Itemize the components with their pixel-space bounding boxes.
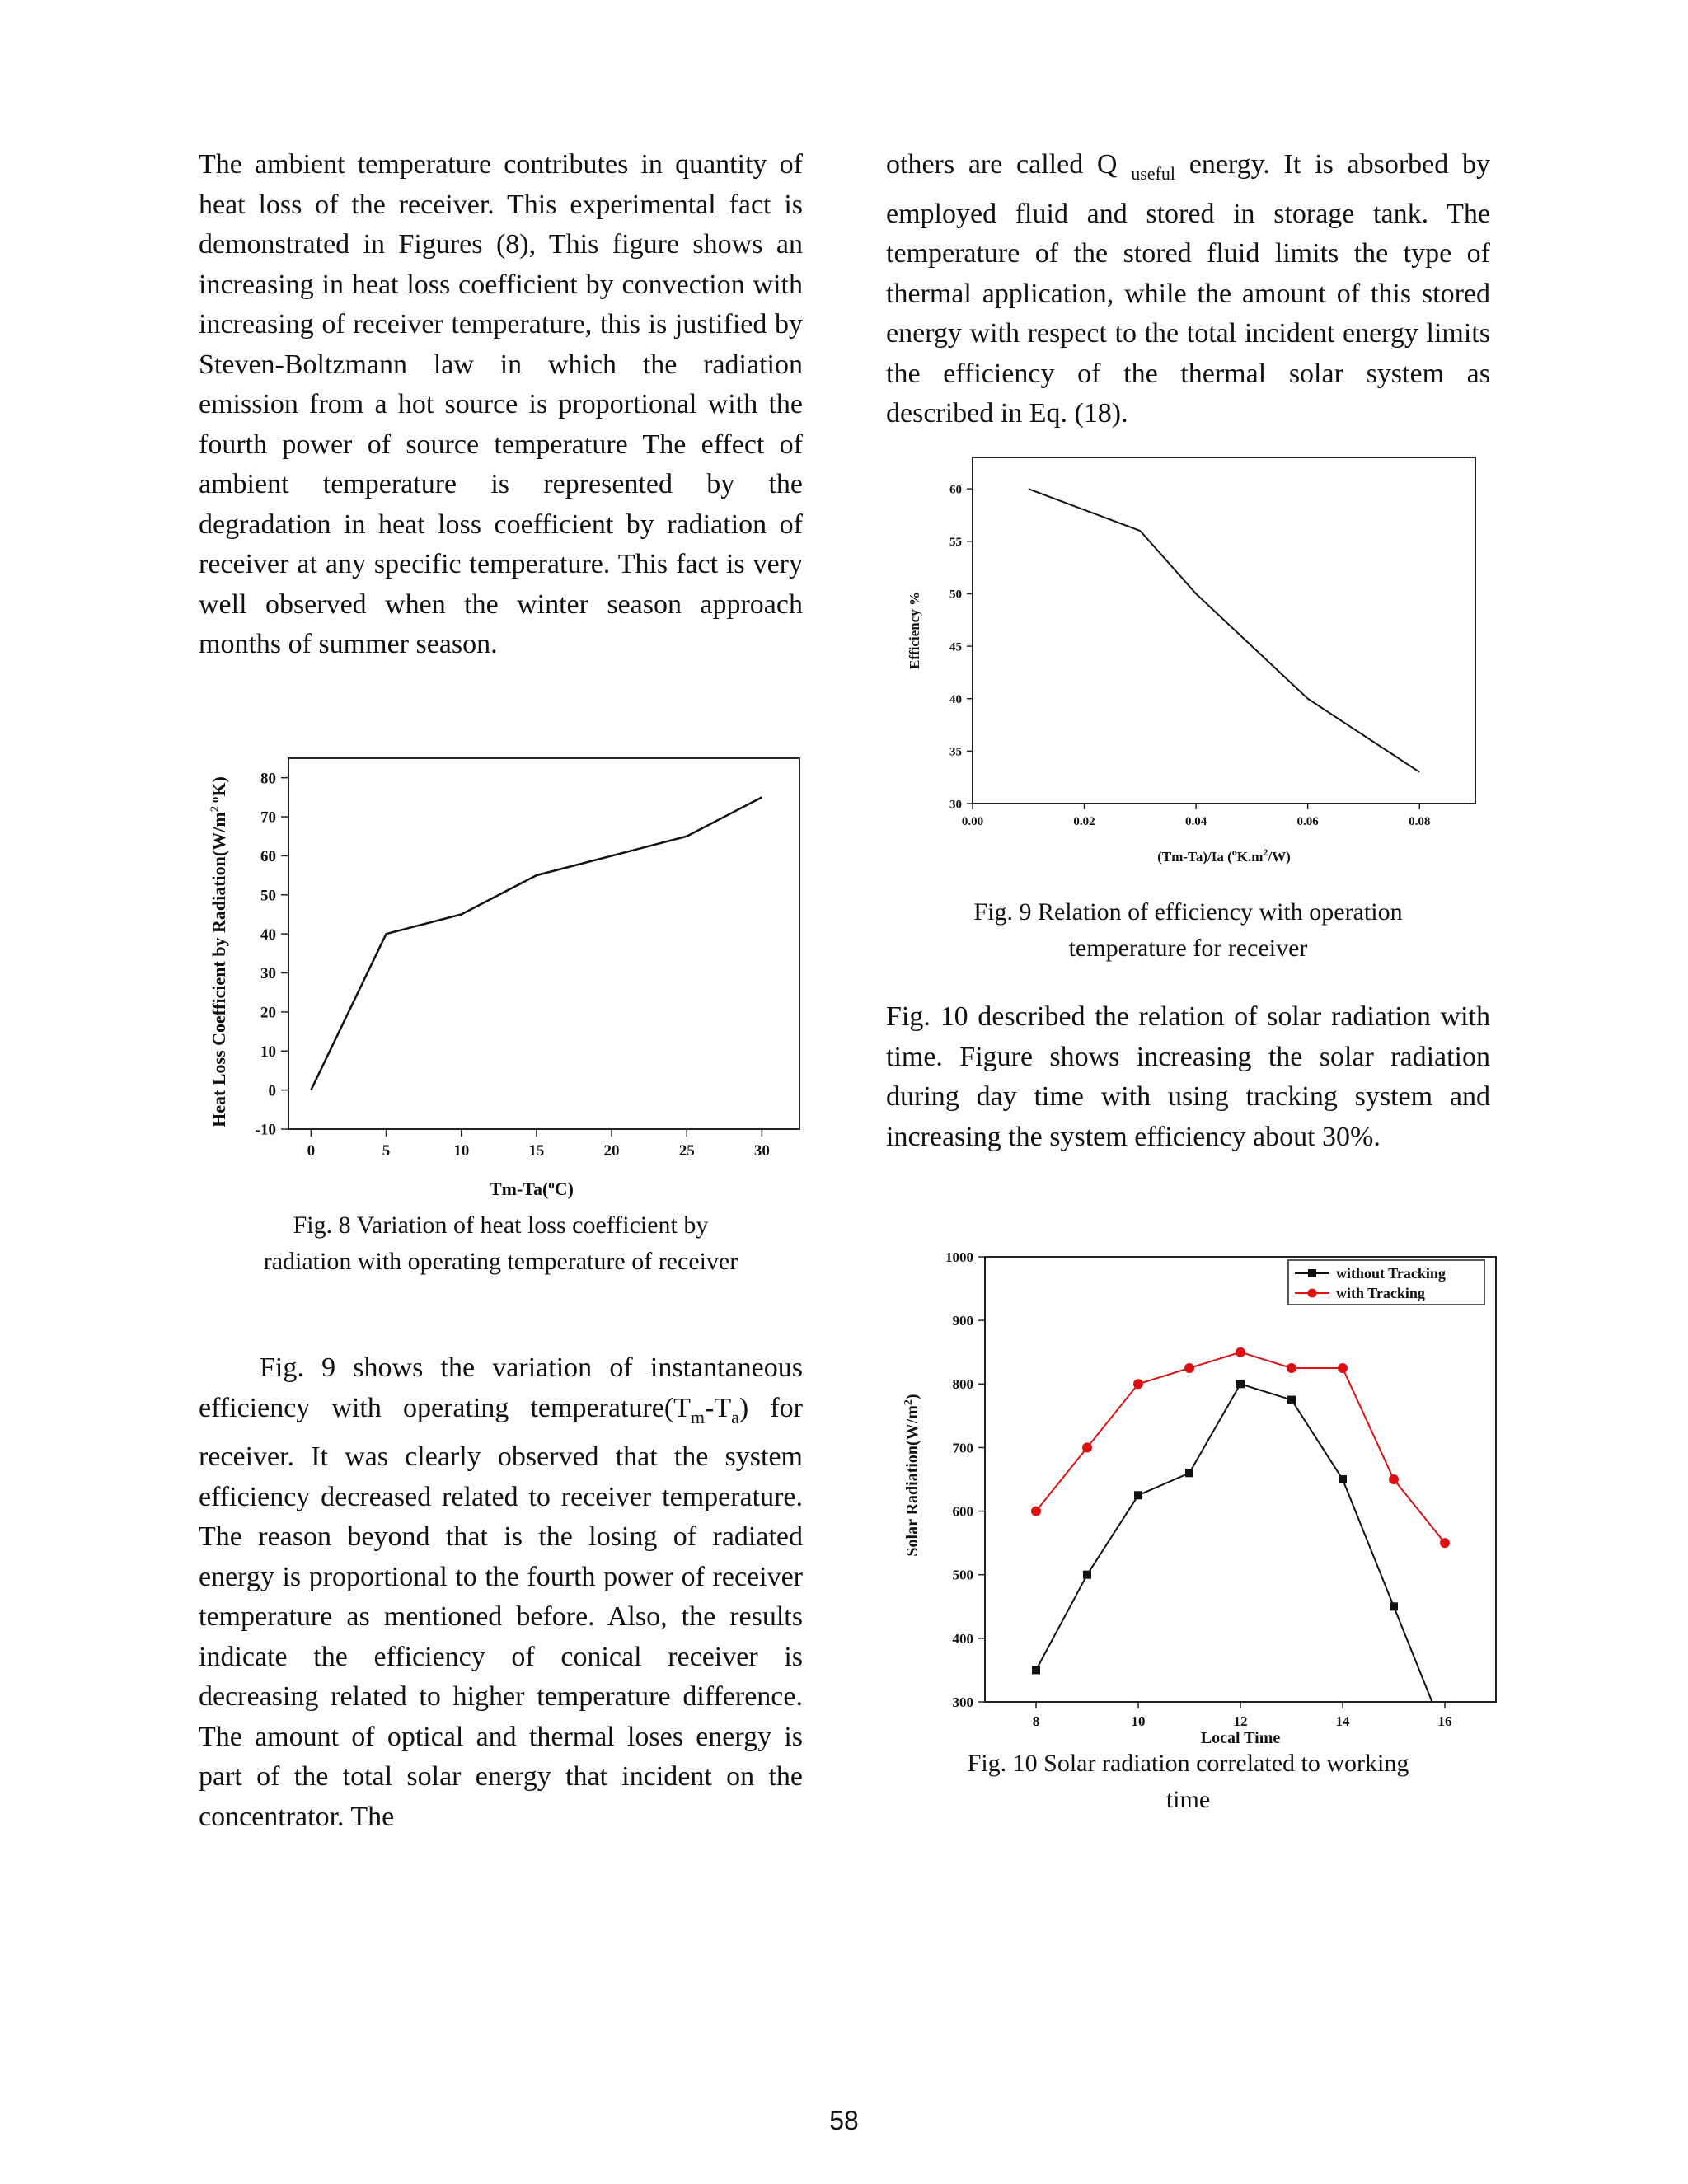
x-tick-label: 0 <box>307 1142 316 1160</box>
paragraph-fig10-description: Fig. 10 described the relation of solar radiation with time. Figure shows increasing the solar radiation during day time with using tracking system and increasing the system efficiency about 30%. <box>886 1001 1490 1152</box>
caption-line: Fig. 9 Relation of efficiency with operation <box>973 898 1403 926</box>
legend-label: without Tracking <box>1336 1265 1446 1282</box>
x-tick-label: 0.06 <box>1296 815 1319 828</box>
y-tick-label: 400 <box>952 1630 973 1647</box>
fig10-caption <box>886 1746 1490 1818</box>
y-tick-label: 1000 <box>945 1249 973 1265</box>
y-tick-label: 40 <box>260 926 276 944</box>
y-tick-label: 30 <box>260 965 276 983</box>
y-tick-label: 500 <box>952 1567 973 1583</box>
x-tick-label: 14 <box>1335 1713 1350 1729</box>
x-tick-label: 25 <box>678 1142 695 1160</box>
paragraph-fig9-description <box>199 1348 803 1837</box>
x-axis-label: Tm-Ta($^o$C) <box>489 1179 574 1199</box>
data-point <box>1287 1396 1296 1404</box>
x-tick-label: 16 <box>1437 1713 1452 1729</box>
x-axis-label: (Tm-Ta)/Ia $(^oK.m^2/W)$ <box>1157 846 1291 865</box>
page-number: 58 <box>829 2106 859 2135</box>
right-column <box>886 145 1490 434</box>
data-point <box>1083 1571 1091 1579</box>
text-segment: others are called Q <box>886 149 1118 180</box>
y-axis-label: Efficiency % <box>907 592 922 669</box>
text-segment: energy. It is absorbed by employed fluid and stored in storage tank. The temperature of the stored fluid limits the type of thermal application, while the amount of this stored energy with respect to the total incident energy limits the efficiency of the thermal solar system as described in Eq. (18). <box>886 149 1491 429</box>
series-line-1 <box>1036 1384 1445 1733</box>
y-tick-label: -10 <box>255 1121 276 1139</box>
x-tick-label: 30 <box>753 1142 770 1160</box>
data-point <box>1184 1363 1194 1373</box>
y-axis-label: Solar $Radiation(W/m^2)$ <box>903 1394 921 1557</box>
data-point <box>1338 1363 1348 1373</box>
text-segment: Fig. 9 shows the variation of instantaneous efficiency with operating temperature(T <box>199 1352 803 1423</box>
y-tick-label: 30 <box>950 798 962 812</box>
y-tick-label: 45 <box>950 640 962 654</box>
x-tick-label: 12 <box>1233 1713 1248 1729</box>
series-line-1 <box>311 797 762 1090</box>
x-tick-label: 0.08 <box>1409 815 1431 828</box>
x-tick-label: 0.02 <box>1073 815 1095 828</box>
subscript-a: a <box>731 1406 739 1427</box>
legend <box>1288 1260 1484 1305</box>
x-tick-label: 5 <box>382 1142 391 1160</box>
caption-line: temperature for receiver <box>1068 935 1308 962</box>
y-tick-label: 800 <box>952 1376 973 1393</box>
y-axis-label: Heat Loss Coefficient by $Radiation(W/m^{2 o}K)$ <box>209 776 229 1127</box>
y-tick-label: 300 <box>952 1694 973 1710</box>
caption-line: Fig. 10 Solar radiation correlated to working <box>967 1750 1409 1777</box>
text-segment: ) for receiver. It was clearly observed that the system efficiency decreased related to receiver temperature. The reason beyond that is the losing of radiated energy is proportional to the fourth power of receiver temperature as mentioned before. Also, the results indicate the efficiency of conical receiver is decreasing related to higher temperature difference. The amount of optical and thermal loses energy is part of the total solar energy that incident on the concentrator. The <box>199 1392 803 1832</box>
y-tick-label: 50 <box>260 887 276 905</box>
data-point <box>1134 1491 1142 1499</box>
text-segment: -T <box>705 1392 732 1423</box>
x-tick-label: 0.04 <box>1184 815 1207 828</box>
fig9-caption <box>886 894 1490 967</box>
data-point <box>1440 1538 1450 1548</box>
x-tick-label: 15 <box>528 1142 545 1160</box>
data-point <box>1287 1363 1296 1373</box>
y-tick-label: 20 <box>260 1004 276 1022</box>
data-point <box>1236 1380 1245 1388</box>
data-point <box>1236 1347 1245 1357</box>
left-column <box>199 145 803 665</box>
caption-line: radiation with operating temperature of receiver <box>263 1248 738 1275</box>
y-tick-label: 700 <box>952 1440 973 1456</box>
y-tick-label: 900 <box>952 1313 973 1329</box>
y-tick-label: 600 <box>952 1503 973 1520</box>
caption-line: time <box>1165 1786 1211 1813</box>
y-tick-label: 50 <box>950 588 962 602</box>
x-tick-label: 10 <box>453 1142 470 1160</box>
y-tick-label: 60 <box>260 848 276 866</box>
data-point <box>1185 1469 1193 1477</box>
plot-frame <box>288 758 799 1129</box>
caption-line: Fig. 8 Variation of heat loss coefficient by <box>293 1212 709 1239</box>
y-tick-label: 10 <box>260 1043 276 1061</box>
data-point <box>1031 1507 1041 1516</box>
y-tick-label: 0 <box>268 1082 276 1100</box>
data-point <box>1389 1474 1399 1484</box>
x-axis-label: Local Time <box>1200 1729 1281 1747</box>
data-point <box>1082 1442 1092 1452</box>
fig8-caption <box>199 1207 803 1280</box>
y-tick-label: 60 <box>950 483 962 497</box>
y-tick-label: 55 <box>950 536 962 550</box>
y-tick-label: 80 <box>260 770 276 788</box>
paragraph-q-useful <box>886 145 1490 434</box>
data-point <box>1032 1666 1040 1674</box>
x-tick-label: 8 <box>1032 1713 1040 1729</box>
x-tick-label: 10 <box>1131 1713 1146 1729</box>
paragraph-ambient-temperature: The ambient temperature contributes in quantity of heat loss of the receiver. This experimental fact is demonstrated in Figures (8), This figure shows an increasing in heat loss coefficient by convection with increasing of receiver temperature, this is justified by Steven-Boltzmann law in which the radiation emission from a hot source is proportional with the fourth power of source temperature The effect of ambient temperature is represented by the degradation in heat loss coefficient by radiation of receiver at any specific temperature. This fact is very well observed when the winter season approach months of summer season. <box>199 149 803 659</box>
subscript-useful: useful <box>1131 163 1175 184</box>
subscript-m: m <box>690 1406 706 1427</box>
legend-marker <box>1308 1269 1316 1277</box>
x-tick-label: 20 <box>603 1142 620 1160</box>
fig9-efficiency-chart <box>894 449 1504 878</box>
legend-label: with Tracking <box>1336 1285 1425 1301</box>
data-point <box>1339 1475 1347 1483</box>
plot-frame <box>973 457 1475 804</box>
fig8-heat-loss-chart <box>202 733 812 1212</box>
data-point <box>1390 1602 1398 1610</box>
legend-marker <box>1308 1289 1317 1298</box>
data-point <box>1133 1379 1143 1389</box>
series-line-1 <box>1029 489 1419 772</box>
x-tick-label: 0.00 <box>961 815 984 828</box>
y-tick-label: 70 <box>260 808 276 827</box>
y-tick-label: 35 <box>950 745 962 759</box>
y-tick-label: 40 <box>950 692 962 706</box>
fig10-solar-radiation-chart <box>894 1240 1504 1751</box>
